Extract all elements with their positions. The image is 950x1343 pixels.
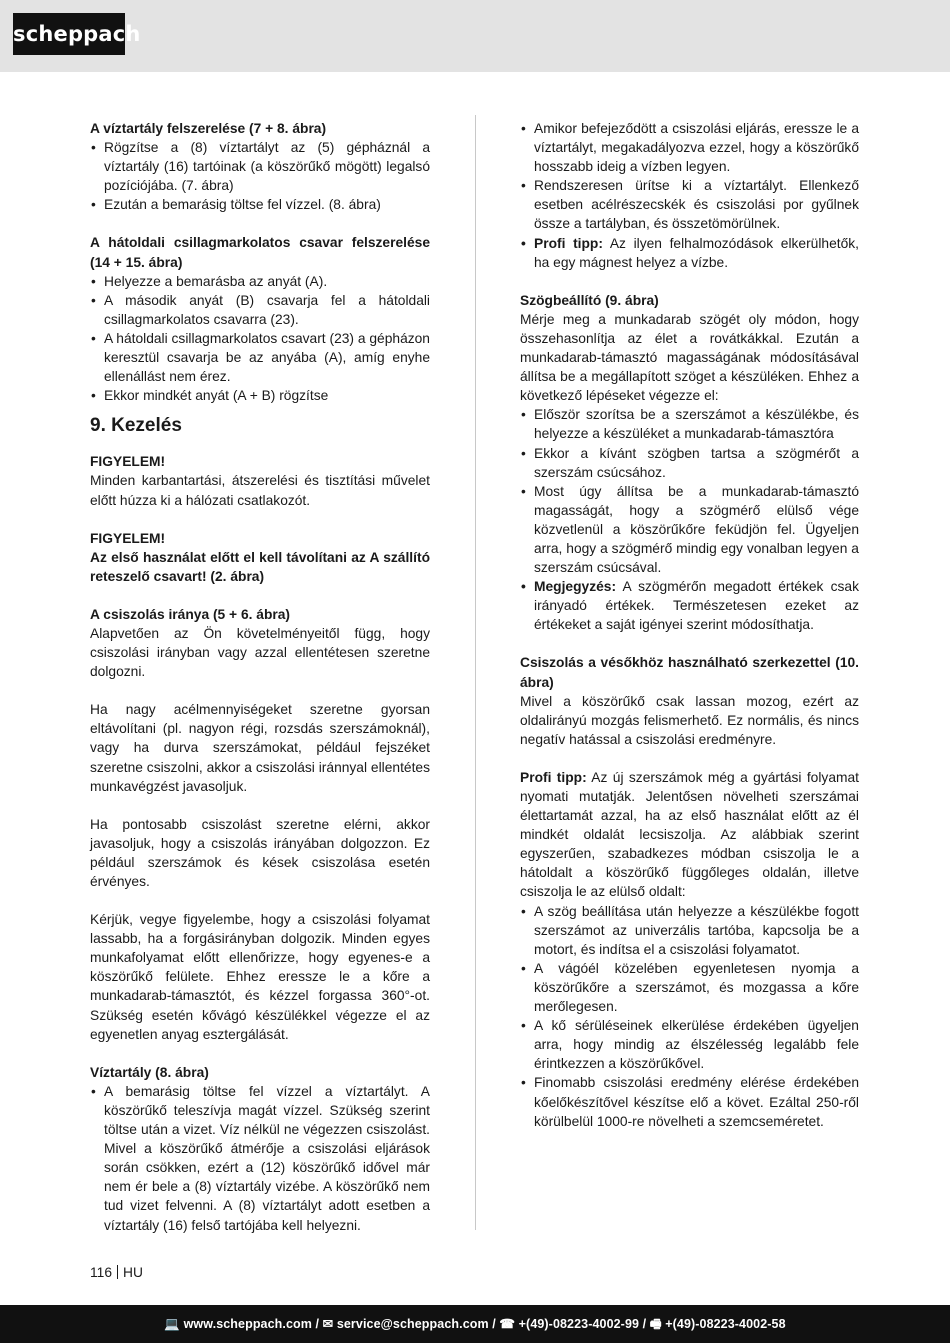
paragraph: Mivel a köszörűkő csak lassan mozog, ezért az oldalirányú mozgás felismerhető. Ez normális, és nincs negatív hatással a csiszolási eredményre. xyxy=(520,693,859,747)
tip-label: Profi tipp: xyxy=(534,235,603,251)
water-tank-list xyxy=(90,1082,430,1235)
left-column xyxy=(90,119,430,1235)
section-title-chisel-grinding: Csiszolás a vésőkhöz használható szerkezettel (10. ábra) xyxy=(520,655,859,690)
list-item: • A második anyát (B) csavarja fel a hátoldali csillagmarkolatos csavarra (23). xyxy=(91,292,430,327)
list-item: • Finomabb csiszolási eredmény elérése érdekében kőelőkészítővel készítse elő a követ. Ezáltal 250-ről körülbelül 1000-re növelheti a szemcseméretet. xyxy=(521,1075,859,1129)
pro-tip-paragraph: Profi tipp: Az új szerszámok még a gyártási folyamat nyomati mutatják. Jelentősen növelheti szerszámai élettartamát azzal, ha az első használat előtt az él mindkét oldalát lecsiszolja. Az alábbiak szerint egyszerűen, szabadkezes módban csiszolja le a hátoldalt a köszörűkő függőleges oldalán, illetve csiszolja le az elülső oldalt: xyxy=(520,769,859,900)
footer-contact: 💻 www.scheppach.com / ✉ service@scheppach.com / ☎ +(49)-08223-4002-99 / 🖷 +(49)-08223-4002-58 xyxy=(164,1317,786,1331)
list-item: • A szög beállítása után helyezze a készülékbe fogott szerszámot az univerzális tartóba, kapcsolja be a motort, és indítsa el a csiszolási folyamatot. xyxy=(521,903,859,957)
warning-title: FIGYELEM! xyxy=(90,530,166,546)
section-title-water-tank-mount: A víztartály felszerelése (7 + 8. ábra) xyxy=(90,121,327,136)
water-tank-mount-list xyxy=(90,138,430,214)
angle-gauge-list xyxy=(520,405,859,634)
list-item: • A vágóél közelében egyenletesen nyomja a köszörűkőre a szerszámot, és mozgassa a kőre merőlegesen. xyxy=(521,960,859,1015)
scheppach-logo: scheppach xyxy=(13,13,125,55)
column-divider xyxy=(475,115,476,1230)
warning-text-bold: Az első használat előtt el kell távolítani az A szállító reteszelő csavart! (2. ábra) xyxy=(90,549,430,584)
list-item: • Megjegyzés: A szögmérőn megadott értékek csak irányadó értékek. Természetesen ezeket az értékeket a saját igényei szerint módosíthatja. xyxy=(521,579,859,633)
warning-text: Minden karbantartási, átszerelési és tisztítási művelet előtt húzza ki a hálózati csatlakozót. xyxy=(90,473,430,508)
paragraph: Alapvetően az Ön követelményeitől függ, hogy csiszolási irányban vagy azzal ellentétesen szeretne dolgozni. xyxy=(90,625,430,680)
section-title-grinding-direction: A csiszolás iránya (5 + 6. ábra) xyxy=(90,606,291,622)
freehand-grinding-list xyxy=(520,902,859,1131)
list-item: • Ekkor a kívánt szögben tartsa a szögmérőt a szerszám csúcsához. xyxy=(521,445,859,480)
water-tank-care-list xyxy=(520,119,859,272)
page-header xyxy=(0,0,950,72)
section-title-star-screw: A hátoldali csillagmarkolatos csavar felszerelése (14 + 15. ábra) xyxy=(90,235,430,270)
chapter-heading: 9. Kezelés xyxy=(90,415,182,437)
list-item: • Ekkor mindkét anyát (A + B) rögzítse xyxy=(91,388,329,404)
paragraph: Mérje meg a munkadarab szögét oly módon, hogy összehasonlítja az élet a rovátkákkal. Ezután a munkadarab-támasztó magasságának módosításával állítsa be a megállapított szöget a készüléken. Ehhez a következő lépéseket végezze el: xyxy=(520,311,859,404)
star-screw-list xyxy=(90,272,430,406)
paragraph: Ha pontosabb csiszolást szeretne elérni, akkor javasoljuk, hogy a csiszolás irányában dolgozzon. Ez például szerszámok és kések csiszolása esetén érvényes. xyxy=(90,816,430,889)
paragraph: Ha nagy acélmennyiségeket szeretne gyorsan eltávolítani (pl. nagyon régi, rozsdás szerszámoknál), vagy ha durva szerszámokat, például fejszéket szeretne csiszolni, akkor a csiszolási iránnyal ellentétes munkavégzést javasoljuk. xyxy=(90,702,430,794)
tip-label: Profi tipp: xyxy=(520,769,587,785)
section-title-water-tank: Víztartály (8. ábra) xyxy=(90,1064,209,1080)
list-item: • Amikor befejeződött a csiszolási eljárás, eressze le a víztartályt, megakadályozva ezzel, hogy a köszörűkő hosszabb ideig a vízben legyen. xyxy=(521,121,859,175)
list-item: • Ezután a bemarásig töltse fel vízzel. (8. ábra) xyxy=(91,197,381,213)
list-item: • A kő sérüléseinek elkerülése érdekében ügyeljen arra, hogy mindig az élszélesség legalább fele érintkezzen a köszörűkővel. xyxy=(521,1018,859,1072)
note-label: Megjegyzés: xyxy=(534,579,617,595)
list-item: • Helyezze a bemarásba az anyát (A). xyxy=(91,273,328,289)
list-item: • Rögzítse a (8) víztartályt az (5) gépháznál a víztartály (16) tartóinak (a köszörűkő mögött) legalsó pozíciójába. (7. ábra) xyxy=(91,140,430,194)
section-title-angle-gauge: Szögbeállító (9. ábra) xyxy=(520,292,659,308)
warning-title: FIGYELEM! xyxy=(90,454,166,470)
page-footer xyxy=(0,1305,950,1343)
list-item: • Profi tipp: Az ilyen felhalmozódások elkerülhetők, ha egy mágnest helyez a vízbe. xyxy=(521,235,860,270)
page-number: 116 HU xyxy=(90,1265,143,1280)
list-item: • Rendszeresen ürítse ki a víztartályt. Ellenkező esetben acélrészecskék és csiszolási por gyűlnek össze a tartályban, és összetömörülnek. xyxy=(521,178,859,232)
list-item: • Először szorítsa be a szerszámot a készülékbe, és helyezze a készüléket a munkadarab-támasztóra xyxy=(521,407,859,442)
list-item: • A hátoldali csillagmarkolatos csavart (23) a gépházon keresztül csavarja be az anyába (A), amíg enyhe ellenállást nem érez. xyxy=(91,330,430,385)
list-item: • A bemarásig töltse fel vízzel a víztartályt. A köszörűkő teleszívja magát vízzel. Szükség szerint töltse után a vizet. Víz nélkül ne végezzen csiszolást. Mivel a köszörűkő átmérője a csiszolási eljárások során csökken, ezért a (12) köszörűkő idővel már nem ér bele a (8) víztartály vizébe. A köszörűkő nem tud vizet felvenni. A (8) víztartályt adott esetben a víztartály (16) felső tartójába kell helyezni. xyxy=(91,1083,430,1233)
right-column xyxy=(520,119,859,1131)
paragraph: Kérjük, vegye figyelembe, hogy a csiszolási folyamat lassabb, ha a forgásirányban dolgozik. Minden egyes munkafolyamat előtt ellenőrizze, hogy egyenes-e a köszörűkő felülete. Ehhez eressze le a kőre a munkadarab-támasztót, és kézzel forgassa 360°-ot. Szükség esetén kővágó készülékkel végezze el az egyenetlen anyag esztergálását. xyxy=(90,912,430,1042)
list-item: • Most úgy állítsa be a munkadarab-támasztó magasságát, hogy a szögmérő elülső vége közvetlenül a köszörűkőre feküdjön fel. Ügyeljen arra, hogy a szögmérő mindig egy vonalban legyen a szerszám csúcsával. xyxy=(521,483,859,576)
